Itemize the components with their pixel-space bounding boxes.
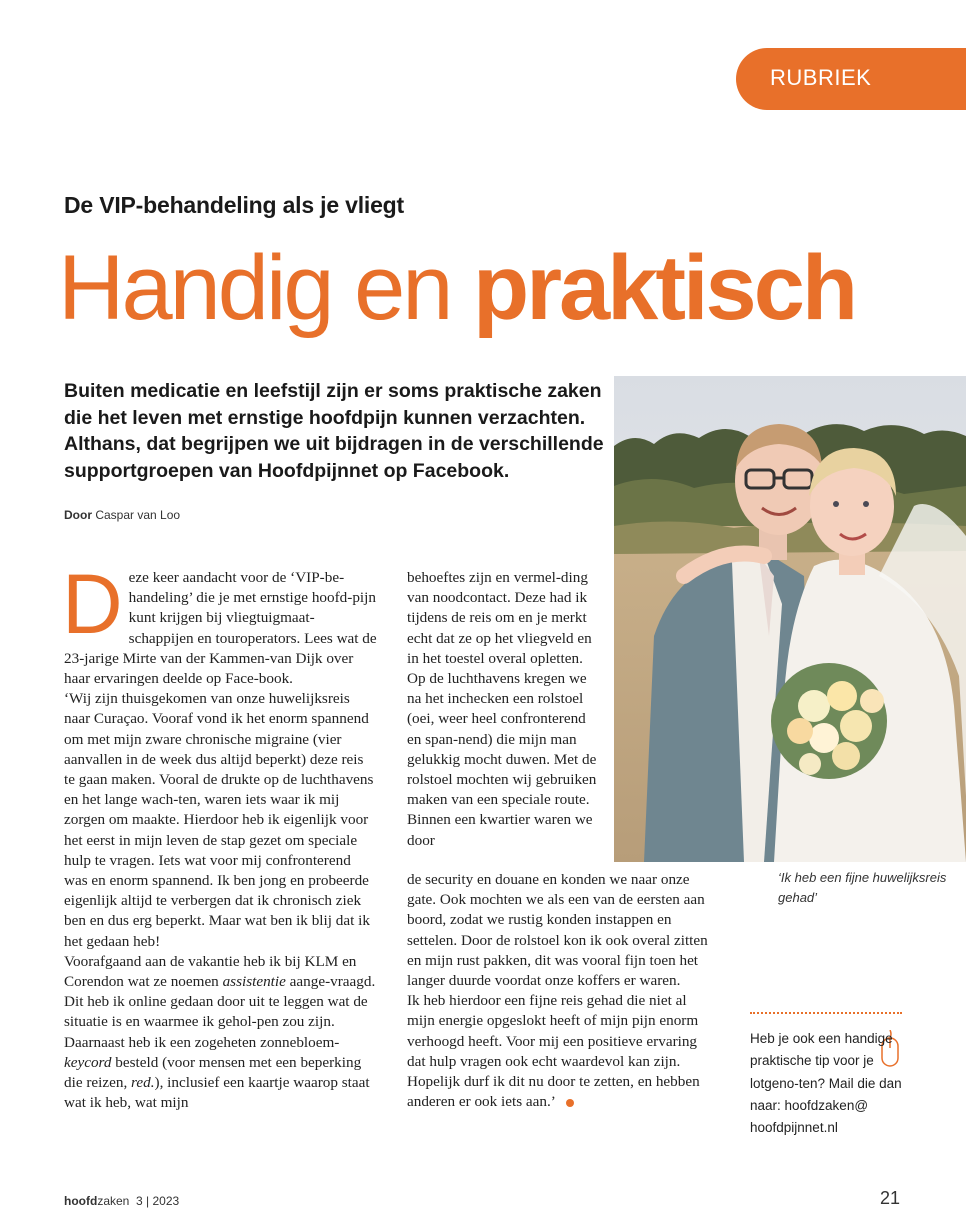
- section-tab: [736, 48, 966, 110]
- page-number: 21: [880, 1188, 901, 1208]
- body-text: aange-vraagd. Dit heb ik online gedaan door uit te leggen wat de situatie is en waarmee ik gehol-pen zou zijn. Daarnaast heb ik een zogeheten zonnebloem-: [64, 973, 376, 1051]
- article-subtitle: De VIP-behandeling als je vliegt: [64, 192, 404, 218]
- wedding-photo: [614, 376, 966, 862]
- byline: [64, 508, 180, 522]
- body-text: Ik heb hierdoor een fijne reis gehad die niet al mijn energie opgeslokt heeft of mijn pijn enorm verhoogd heeft. Voor mij een positieve ervaring dat hulp vragen ook echt waardevol kan zijn. Hopelijk durf ik dit nu door te zetten, en hebben anderen er ook iets aan.’: [407, 992, 700, 1111]
- body-column-2-top: [407, 568, 597, 851]
- body-column-1: [62, 557, 378, 1113]
- byline-author: Caspar van Loo: [95, 508, 181, 522]
- body-text: eze keer aandacht voor de ‘VIP-be-handeling’ die je met ernstige hoofd-pijn kunt krijgen bij vliegtuigmaat-schappijen en touroperators. Lees wat de 23-jarige Mirte van der Kammen-van Dijk over haar ervaringen deelde op Face-book.: [64, 569, 377, 688]
- end-mark-icon: [566, 1099, 574, 1107]
- tip-divider: [750, 1012, 902, 1014]
- footer-brand-light: zaken: [97, 1194, 130, 1208]
- title-light: Handig en: [58, 237, 473, 339]
- body-emphasis: red.: [131, 1074, 155, 1092]
- body-text: besteld (voor mensen met een beperking die reizen,: [64, 1053, 362, 1092]
- drop-cap: D: [62, 557, 123, 651]
- section-tab-label: RUBRIEK: [770, 65, 872, 90]
- footer-issue: 3 | 2023: [136, 1194, 180, 1208]
- footer-brand-bold: hoofd: [64, 1194, 98, 1208]
- byline-label: Door: [64, 508, 92, 522]
- tip-box-text: Heb je ook een handige praktische tip voor je lotgeno-ten? Mail die dan naar: hoofdzaken@ hoofdpijnnet.nl: [750, 1031, 902, 1136]
- body-paragraph: [62, 557, 378, 689]
- body-paragraph: behoeftes zijn en vermel-ding van noodcontact. Deze had ik tijdens de reis om en je merkt echt dat ze op het vliegveld en in het toestel overal opletten.: [407, 569, 592, 667]
- body-emphasis: keycord: [64, 1053, 112, 1071]
- title-bold: praktisch: [473, 237, 856, 339]
- article-title: [58, 238, 855, 338]
- body-text: ), inclusief een kaartje waarop staat wat ik heb, wat mijn: [64, 1074, 370, 1112]
- body-paragraph: ‘Wij zijn thuisgekomen van onze huwelijksreis naar Curaçao. Vooraf vond ik het enorm spannend om met mijn zware chronische migraine (vier aanvallen in de week dus altijd beperkt) deze reis te gaan maken. Vooral de drukte op de luchthavens en het lange wach-ten, waren iets waar ik mij zorgen om maakte. Hierdoor heb ik eigenlijk voor het eerst in mijn leven de stap gezet om speciale hulp te vragen. Iets wat voor mij confronterend was en enorm spannend. Ik ben jong en probeerde eigenlijk altijd te verbergen dat ik chronisch ziek ben en dus erg beperkt. Maar wat ben ik blij dat ik het gedaan heb!: [64, 690, 374, 950]
- body-paragraph: [407, 991, 717, 1112]
- body-paragraph: [64, 952, 378, 1114]
- wedding-photo-illustration: [614, 376, 966, 862]
- body-column-2-bottom: [407, 870, 717, 1112]
- body-emphasis: assistentie: [222, 973, 286, 991]
- body-paragraph: de security en douane en konden we naar onze gate. Ook mochten we als een van de eersten aan boord, zodat we rustig konden instappen en settelen. Door de rolstoel kon ik ook overal zitten en mijn rust pakken, dit was vooral fijn toen het langer duurde voordat onze koffers er waren.: [407, 871, 708, 990]
- bouquet: [771, 663, 887, 779]
- footer-publication: [64, 1194, 179, 1208]
- body-paragraph: Op de luchthavens kregen we na het inchecken een rolstoel (oei, weer heel confronterend en span-nend) die mijn man gelukkig mocht duwen. Met de rolstoel mochten wij gebruiken maken van een speciale route. Binnen een kwartier waren we door: [407, 670, 597, 849]
- body-text: Voorafgaand aan de vakantie heb ik bij KLM en Corendon wat ze noemen: [64, 952, 357, 991]
- article-intro: Buiten medicatie en leefstijl zijn er soms praktische zaken die het leven met ernstige hoofdpijn kunnen verzachten. Althans, dat begrijpen we uit bijdragen in de verschillende supportgroepen van Hoofdpijnnet op Facebook.: [64, 380, 604, 482]
- photo-caption: ‘Ik heb een fijne huwelijksreis gehad’: [778, 870, 947, 905]
